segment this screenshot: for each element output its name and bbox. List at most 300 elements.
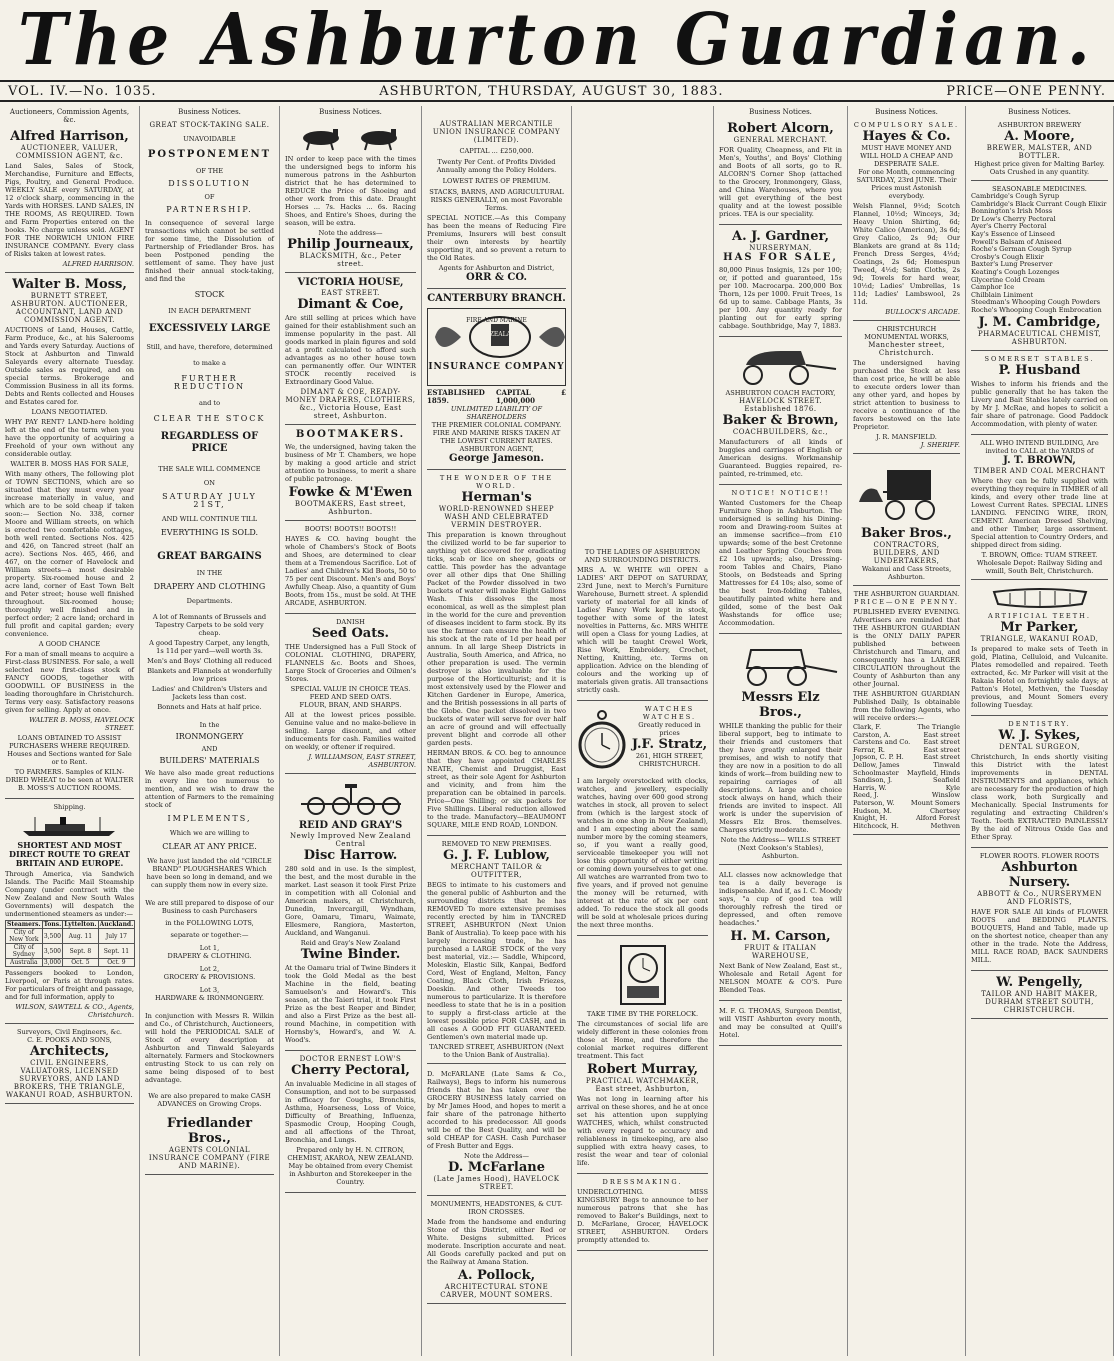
ad-subtitle: MUST HAVE MONEY AND WILL HOLD A CHEAP AND DESPERATE SALE. [860,144,953,168]
ad-body: Christchurch, In ends shortly visiting this District with the latest improvements in DENTAL INSTRUMENTS and appliances, which are necessary for the production of high class work, both Surgically and Mechanically. Special Instruments for regulating and extracting Children's Teeth. Teeth EXTRACTED PAINLESSLY By the aid of Nitrous Oxide Gas and Ether Spray. [971,752,1108,841]
ad-title: Robert Alcorn, [727,121,834,136]
ad-title: D. McFarlane [447,1160,546,1175]
ad-title: EXCESSIVELY LARGE [148,323,271,334]
ad-title: ORR & CO. [466,272,527,283]
ad-body: UNDERCLOTHING. MISS KINGSBURY Begs to announce to her numerous patrons that she has removed to Baker's Buildings, next to D. McFarlane, Grocer, HAVELOCK STREET, ASHBURTON. Orders promptly attended to. [577,1188,708,1244]
ad-line: FLOUR, BRAN, AND SHARPS. [299,701,402,709]
agent-name: Paterson, W. [853,798,895,807]
ad-title: POSTPONEMENT [147,149,272,160]
ad-body: The circumstances of social life are widely different in these colonies from those at Home, and therefore the colonial market requires different treatment. This fact [577,1020,708,1060]
schedule-header-cell: Steamers. [7,921,41,928]
ad-nursery [971,850,1108,971]
ad-line: HARDWARE & IRONMONGERY. [155,994,264,1002]
ad-baker-bros [853,456,960,586]
ad-title: H. M. Carson, [730,929,831,944]
ad-body: WHILE thanking the public for their liberal support, beg to intimate to their friends and customers that they have greatly enlarged their premises, and wish to notify that they are now in a position to do all kinds of work—from building new to repairing carriages of all descriptions. A large and choice stock always on hand, which their friends are invited to inspect. All work is under the supervision of Messrs Elz Bros. themselves. Charges strictly moderate. [719,722,842,834]
ad-line: SATURDAY JULY 21ST, [162,492,257,509]
ad-subtitle: 261, HIGH STREET, CHRISTCHURCH. [635,752,704,768]
ad-journeaux [285,119,416,273]
ad-heading: SOMERSET STABLES. [984,354,1095,363]
ad-title: George Jameson. [449,453,544,464]
ad-signature: J. R. MANSFIELD. [876,433,937,441]
column-4 [422,106,572,1356]
ad-line: DRAPERY & CLOTHING. [167,952,252,960]
steamship-illustration [15,815,125,837]
agent-name: Reed, J. [853,791,879,800]
ad-title: Fowke & M'Ewen [288,485,413,500]
ad-body: We, the undersigned, having taken the business of Mr T. Chambers, we hope by making a good article and strict attention to business, to merit a share of public patronage. [285,443,416,483]
table-row [6,929,135,944]
column-heading: Business Notices. [178,108,241,116]
ad-heading: VICTORIA HOUSE, [297,277,404,288]
agent-place: East street [923,730,960,739]
ad-line: separate or together:— [170,931,249,939]
list-item [853,823,960,831]
ad-line: AND WILL CONTINUE TILL [161,515,258,523]
ad-dimant [285,275,416,425]
ad-carson [719,867,842,1001]
ad-heading: BOOTS! BOOTS!! BOOTS!! [304,525,397,533]
schedule-cell: 3,500 [42,929,63,944]
ad-line: Twenty Per Cent. of Profits Divided Annually among the Policy Holders. [436,158,557,174]
list-item: Bonnington's Irish Moss [971,207,1053,216]
ad-parker-teeth [971,582,1108,716]
ad-title: Messrs Elz Bros., [741,690,820,720]
ad-subtitle: Greatly reduced in prices [638,721,701,737]
ad-white-art-depot [577,546,708,701]
ad-body: Highest price given for Malting Barley. Oats Crushed in any quantity. [974,160,1105,176]
steamer-schedule-table [5,920,135,967]
ad-stratz [577,703,708,936]
ad-line: DISSOLUTION [168,179,251,188]
issue-date: ASHBURTON, THURSDAY, AUGUST 30, 1883. [379,83,724,99]
ad-heading: REMOVED TO NEW PREMISES. [441,840,552,848]
ad-title: J. T. BROWN, [1003,454,1076,466]
ad-signature: T. BROWN, Office: TUAM STREET. Wholesale Depot: Railway Siding and wmill, South Belt, Christchurch. [976,550,1103,575]
ad-subtitle: TRIANGLE, WAKANUI ROAD, [980,634,1099,643]
ad-heading: CHRISTCHURCH MONUMENTAL WORKS, [864,325,949,341]
ad-line: LOWEST RATES OF PREMIUM. [442,177,551,185]
ad-heading: ALL WHO INTEND BUILDING, Are invited to CALL at the YARDS of [980,438,1099,455]
ad-title: A. Moore, [1004,129,1075,144]
ad-body: Wanted Customers for the Cheap Furniture Shop in Ashburton. The undersigned is selling his Dining-room and Drawing-room Suites at an immense sacrifice—from £10 upwards; some of the best Cretonne and Leather Spring Couches from £2 10s upwards; also, Dressing-room Tables and Chairs, Piano Stools, on Bedsteads and Spring Mattresses for £4 10s; also, some of the best Iron-folding Tables, beautifully painted white here and gilded, some of the best Oak Washstands for office use; Accommodation. [719,499,842,627]
agent-name: Sandison, J. [853,776,893,785]
agent-place: The Triangle [917,723,960,731]
agent-place: Mount Somers [910,798,960,807]
ad-heading: THE ASHBURTON GUARDIAN. [853,590,960,598]
ad-line: EVERYTHING IS SOLD. [160,528,259,537]
ad-body: Are still selling at prices which have gained for their establishment such an immense popularity in the past. All goods marked in plain figures and sold at a profit calculated to afford such advantages as no other house town can permanently offer. Our WINTER STOCK recently received is Extraordinary Good Value. [285,314,416,386]
ad-line: Note the address— [318,229,383,237]
ad-body: Wishes to inform his friends and the public generally that he has taken the Livery and Bait Stables lately carried on by Mr J. McRae, and hopes to solicit a fair share of patronage. Good Paddock Accommodation, with plenty of water. [971,379,1108,428]
list-item: Glycerine Cold Cream [971,275,1045,284]
ad-line: Departments. [186,597,233,605]
section-heading: Surveyors, Civil Engineers, &c. [17,1028,122,1036]
ad-body: Bonnets and Hats at half price. [157,703,262,711]
ad-heading: GREAT STOCK-TAKING SALE. [149,121,270,129]
ad-heading: BOOTMAKERS. [295,429,406,440]
column-3 [280,106,422,1356]
ad-line: PARTNERSHIP. [166,205,253,214]
column-7 [848,106,966,1356]
ad-title: Friedlander Bros., [166,1116,253,1146]
ad-title: REGARDLESS OF PRICE [160,431,259,454]
column-5 [572,106,714,1356]
column-6 [714,106,848,1356]
masthead [0,0,1114,82]
ad-body: PUBLISHED EVERY EVENING. Advertisers are reminded that THE ASHBURTON GUARDIAN is the ONLY DAILY PAPER published between Christchurch and Timaru, and consequently has a LARGER CIRCULATION throughout the County of Ashburton than any other Journal. [853,608,960,688]
ad-body: Prepared only by H. N. CITRON, CHEMIST, AKAROA, NEW ZEALAND. May be obtained from every Chemist in Ashburton and Storekeeper in the Country. [287,1146,414,1186]
column-2 [140,106,280,1356]
ad-line: ON [203,479,216,487]
ad-signature: ALFRED HARRISON. [62,260,134,268]
ad-body: 80,000 Pinus Insignis, 12s per 100; or, if potted and guaranteed, 15s per 100. Macrocarpa. 200,000 Box Thorn, 12s per 1000. Fruit Trees, 1s 6d up to same. Cabbage Plants, 3s per 100. Any quantity ready for planting out for early spring cabbage. Southbridge, May 7, 1883. [719,266,842,330]
medicines-list [971,193,1108,315]
ad-subtitle: BREWER, MALSTER, AND BOTTLER. [986,144,1093,160]
ad-heading: SEASONABLE MEDICINES. [992,185,1087,193]
ad-body: SPECIAL NOTICE.—As this Company has been the means of Reducing Fire Premiums, Insurers will best consult their own interests by heartily supporting it, and so prevent a return to the Old Rates. [427,214,566,262]
ad-body: HAYES & CO. having bought the whole of Chambers's Stock of Boots and Shoes, are determined to clear them at a Tremendous Sacrifice. Lot of Ladies' and Children's Kid Boots, 50 to 75 per cent Discount. Men's and Boys' Awfully Cheap. Also, a quantity of Gum Boots, from 15s., must be sold. At THE ARCADE, ASHBURTON. [285,535,416,607]
ad-heading: ASHBURTON BREWERY [997,121,1082,129]
list-item: Keating's Cough Lozenges [971,267,1060,276]
ad-line: UNAVOIDABLE [183,135,236,143]
crest-label: FIRE AND MARINE [466,317,527,324]
ad-title: A. J. Gardner, [732,229,829,244]
ad-subtitle: BURNETT STREET, ASHBURTON. AUCTIONEER, ACCOUNTANT, LAND AND COMMISSION AGENT. [10,292,128,324]
ad-lublow [427,838,566,1064]
ad-signature: DIMANT & COE, READY-MONEY DRAPERS, CLOTHIERS, &c., Victoria House, East street, Ashburton. [285,388,416,420]
column-heading: Business Notices. [1008,108,1071,116]
schedule-cell: Australia [6,959,43,967]
ad-line: SPECIAL VALUE IN CHOICE TEAS. [290,685,411,693]
insurance-established-row [427,389,566,405]
ad-mercantile-union [427,118,566,289]
ad-husband [971,353,1108,435]
ad-line: FEED AND SEED OATS. [309,693,392,701]
ad-heading: A GOOD CHANCE [38,640,101,648]
ad-signature: J. WILLIAMSON, EAST STREET, ASHBURTON. [308,753,416,769]
ad-subtitle: DENTAL SURGEON, [999,742,1080,751]
ad-subtitle: PHARMACEUTICAL CHEMIST, ASHBURTON. [977,329,1102,346]
list-item: Crosby's Cough Elixir [971,252,1044,261]
ad-heading: FLOWER ROOTS. FLOWER ROOTS [979,851,1100,860]
ad-moss [5,275,134,799]
agent-place: East street [923,738,960,747]
agent-place: East street [923,753,960,762]
ad-line: and to [198,399,221,407]
ad-title: Seed Oats. [311,626,390,641]
ad-body: We are still prepared to dispose of our Business to cash Purchasers [145,899,274,915]
agent-place: Seafield [933,776,960,785]
column-heading: Business Notices. [749,108,812,116]
ad-fowke [285,427,416,521]
stratz-header [577,705,708,775]
ad-title: Disc Harrow. [303,848,398,863]
ad-body: HERMAN BROS. & CO. beg to announce that they have appointed CHARLES NEATE, Chemist and Druggist, East street, as their sole Agent for Ashburton and vicinity, and from him the preparation can be obtained in parcels. Price—One Shilling; or six packets for Five Shillings. Liberal reduction allowed to the trade. Manufactory—BEAUMONT SQUARE, MILE END ROAD, LONDON. [427,749,566,829]
ad-gardner [719,227,842,337]
schedule-cell: July 17 [98,929,135,944]
agent-place: Methven [930,821,960,830]
schedule-header-cell: Tons. [43,921,62,928]
ad-body: I am largely overstocked with clocks, watches, and jewellery, especially watches, having over 600 good strong watches in stock, all proven to select from (which is the largest stock of watches in one shop in New Zealand), and I am expecting about the same number more by the coming steamers, so, if you want a really good, serviceable timekeeper you will not lose this opportunity of either writing or coming down yourselves to get one. All watches are warranted from two to five years, and if proved not genuine the money will be returned, with interest at the rate of six per cent added. To reduce the stock all goods will be sold at wholesale prices during the next three months. [577,777,708,929]
list-item: Baxter's Lung Preserver [971,260,1053,269]
ad-body: THE ASHBURTON GUARDIAN Published Daily, Is obtainable from the following Agents, who will receive orders:— [853,690,960,722]
ad-body: In consequence of several large transactions which cannot be settled for some time, the Dissolution of Partnership of Friedlander Bros. has been Postponed pending the settlement of same. They have just finished their annual stock-taking, and find the [145,219,274,283]
ad-heading: WATCHES WATCHES. [642,705,697,721]
ad-hayes-compulsory [853,119,960,321]
horses-illustration [291,125,411,151]
ad-subtitle: PRACTICAL WATCHMAKER, East street, Ashburton, [585,1077,700,1093]
ad-subtitle: BOOTMAKERS, East street, Ashburton. [294,500,407,516]
volume-number: VOL. IV.—No. 1035. [8,83,157,99]
schedule-cell: Aug. 11 [63,929,98,944]
ad-body: Men's and Boys' Clothing all reduced [147,657,272,665]
ad-body: FOR Quality, Cheapness, and Fit in Men's, Youths', and Boys' Clothing and Boots of all sorts, go to R. ALCORN'S Corner Shop (attached to the Grocery, Ironmongery, Glass, and China Warehouses, where you will get everything of the best quality and at the lowest possible prices. TEA is our speciality. [719,146,842,218]
ad-heading: ARTIFICIAL TEETH. [988,611,1091,620]
ad-monumental-works [853,323,960,454]
established-year: ESTABLISHED 1859. [427,388,485,405]
ad-heading: DRESSMAKING. [602,1178,683,1186]
ad-line: in the FOLLOWING LOTS, [165,919,254,927]
teeth-illustration [990,588,1090,608]
ad-brown-timber [971,437,1108,580]
ad-line: FIRE AND MARINE RISKS TAKEN AT THE LOWEST CURRENT RATES. [432,429,561,445]
ad-heading: TAKE TIME BY THE FORELOCK. [586,1010,699,1018]
ad-title: Twine Binder. [300,947,401,962]
ad-heading: MONUMENTS, HEADSTONES, & CUT-IRON CROSSES. [430,1200,563,1216]
ad-signature: Note the Address— WILLS STREET (Next Cookson's Stables), Ashburton. [720,836,841,860]
ad-heading: HAS FOR SALE, [723,252,838,263]
ad-subtitle: TAILOR AND HABIT MAKER, DURHAM STREET SOUTH, CHRISTCHURCH. [981,989,1098,1014]
ad-signature: BULLOCK'S ARCADE. [885,308,960,316]
ad-heading: REID AND GRAY'S [298,820,403,831]
ad-body: D. McFARLANE (Late Sams & Co., Railways), Begs to inform his numerous friends that he has taken over the GROCERY BUSINESS lately carried on by Mr James Hood, and hopes to merit a fair share of the patronage hitherto accorded to his predecessor. All goods will be of the Best Quality, and will be sold CHEAP for CASH. Cash Purchaser of Fresh Butter and Eggs. [427,1070,566,1150]
ad-body: Ladies' and Children's Ulsters and Jackets less than cost. [151,685,268,701]
ad-body: WHY PAY RENT? LAND-here holding left at the end of the term when you have the opportunity of acquiring a Freehold of your own without any considerable outlay. [5,418,134,458]
ad-furniture-notice [719,487,842,634]
ad-body: Blankets and Flannels at wonderfully low prices [147,667,272,683]
ad-body: MRS A. W. WHITE will OPEN a LADIES' ART DEPOT on SATURDAY, 23rd June, next to Merch's Furniture Warehouse, Burnett street. A splendid variety of material for all kinds of Ladies' Fancy Work kept in stock, together with some of the latest novelties in Patterns, &c. MRS WHITE will open a Class for young Ladies, at which will be taught Crewel Work, Rise Work, Embroidery, Crochet, Netting, Knitting, etc. Terms on application. Advice on the blending of colours and the working up of materials given gratis. All transactions strictly cash. [577,566,708,694]
ad-subtitle: ABBOTT & Co., NURSERYMEN AND FLORISTS, [977,889,1102,906]
ad-title: Mr Parker, [1000,619,1079,635]
column-heading: Auctioneers, Commission Agents, &c. [9,108,130,124]
ad-title: G. J. F. Lublow, [443,848,550,863]
list-item: Steedman's Whooping Cough Powders [971,298,1101,307]
agent-name: Hudson, M. [853,806,892,815]
ad-subtitle: COACHBUILDERS, &c., [732,428,829,436]
ad-body: For a man of small means to acquire a First-class BUSINESS. For sale, a well selected new first-class stock of FANCY GOODS, together with GOODWILL OF BUSINESS in the leading thoroughfare in Christchurch. Terms very easy. Satisfactory reasons given for selling. Apply at once. [5,650,134,714]
ad-hermans [427,472,566,836]
ad-line: Lot 1, [199,944,220,952]
list-item: Cambridge's Black Currant Cough Elixir [971,199,1107,208]
column-heading: Business Notices. [875,108,938,116]
ad-line: IMPLEMENTS, [167,814,252,823]
ad-line: to make a [193,359,226,367]
ad-subtitle: Newly Improved New Zealand Central [290,832,411,848]
ad-body: Manufacturers of all kinds of buggies and carriages of English or American designs. Workmanship Guaranteed. Buggies repaired, re-painted, re-trimmed, etc. [719,438,842,478]
list-item: Roche's German Cough Syrup [971,245,1072,254]
ad-pengelly [971,973,1108,1019]
ad-heading: THE WONDER OF THE WORLD. [439,474,554,490]
ad-moore-brewery [971,119,1108,181]
ad-subtitle: BLACKSMITH, &c., Peter street. [299,252,402,268]
ad-line: In the [199,721,220,729]
ad-title: Philip Journeaux, [287,237,414,252]
ad-subtitle: MERCHANT TAILOR & OUTFITTER, [450,863,543,879]
ad-heading: CANTERBURY BRANCH. [427,293,566,304]
ad-body: In conjunction with Messrs R. Wilkin and Co., of Christchurch, Auctioneers, will hold the PERIODICAL SALE of Stock of every description at Ashburton and Tinwald Saleyards alternately. Farmers and Stockowners entrusting Stock to us can rely on same being disposed of to best advantage. [145,1012,274,1084]
ad-sykes [971,718,1108,848]
ad-body: THE Undersigned has a Full Stock of COLONIAL CLOTHING, DRAPERY, FLANNELS &c. Boots and Shoes, Large Stock of Groceries and Oilmen's Stores. [285,643,416,683]
ad-elz [719,636,842,865]
ad-line: OF [204,193,215,201]
ad-line: OF THE [195,167,224,175]
stratz-heading [631,705,708,775]
list-item: Cambridge's Cough Syrup [971,192,1060,200]
column-8 [966,106,1114,1356]
ad-line: STACKS, BARNS, AND AGRICULTURAL RISKS GENERALLY, on most Favorable Terms. [429,188,564,212]
ad-signature: WALTER B. MOSS, HAVELOCK STREET. [29,716,134,732]
ad-subtitle: C. E. POOKS AND SONS, [27,1036,112,1044]
ad-body: All at the lowest prices possible. Genuine value and no make-believe in selling. Large discount, and other inducements for cash. Families waited on weekly, or oftener if required. [285,711,416,751]
ad-title: Walter B. Moss, [12,277,127,292]
ad-subtitle: AGENTS COLONIAL INSURANCE COMPANY (FIRE AND MARINE). [148,1146,271,1170]
list-item: Dr Low's Cherry Pectoral [971,214,1056,223]
ad-line: THE SALE WILL COMMENCE [158,465,261,473]
ad-mcfarlane [427,1066,566,1196]
issue-price: PRICE—ONE PENNY. [946,83,1106,99]
hearse-illustration [853,462,961,522]
crest-label: NEW ZEALAND [472,331,521,338]
schedule-cell: Sept. 8 [63,944,98,959]
ad-harrison [5,127,134,273]
ad-body: At the Oamaru trial of Twine Binders it took the Gold Medal as the best Machine in the field, beating Samuelson's and Howard's. This season, at the Taieri trial, it took First Prize as the best Reaper and Binder, and also a First Prize as the best all-round Machine, in competition with Hornsby's, Howard's, and W. A. Wood's. [285,964,416,1044]
ad-subtitle: Wakanui and Cass Streets, Ashburton. [861,565,952,581]
ad-line: Still, and have, therefore, determined [146,343,273,351]
ad-line: IRONMONGERY [175,732,244,741]
insurance-crest [427,308,566,386]
ad-title: J.F. Stratz, [631,737,708,752]
ad-line: DRAPERY AND CLOTHING [153,582,266,591]
schedule-header-cell: Lyttelton. [64,921,97,928]
ad-line: Lot 3, [199,986,220,994]
ad-title: Architects, [29,1044,110,1059]
ad-title: W. J. Sykes, [998,727,1081,743]
schedule-header-cell: Auckland. [99,921,134,928]
ad-line: AND [201,745,218,753]
ad-body: Made from the handsome and enduring Stone of this District, either Red or White. Designs submitted. Prices moderate. Inscription accurate and neat. All Goods carefully packed and put on the Railway at Amana Station. [427,1218,566,1266]
ad-heading: WALTER B. MOSS HAS FOR SALE, [10,460,129,468]
ad-baker-brown [719,339,842,485]
ad-thomas-dentist [719,1003,842,1046]
ad-line: IN THE [196,569,223,577]
ad-title: W. Pengelly, [996,974,1083,990]
ad-title: Ashburton Nursery. [1001,859,1078,890]
agent-place: Tinwald [933,760,960,769]
ad-subtitle: Manchester street, Christchurch. [868,341,945,357]
ad-body: Next Bank of New Zealand, East st., Wholesale and Retail Agent for NELSON MOATE & CO'S. Pure Blended Teas. [719,962,842,994]
ad-signature: J. SHERIFF. [920,441,960,449]
ad-hayes-boots [285,523,416,614]
ad-title: Alfred Harrison, [10,129,129,144]
ad-body: Passengers booked to London, Liverpool, or Paris at through rates. For particulars of freight and passage, and for full information, apply to [5,969,134,1001]
ad-subtitle: (Late James Hood), HAVELOCK STREET. [433,1175,560,1191]
ad-body: Land Sales, Sales of Stock, Merchandise, Furniture and Effects, Pigs, Poultry, and General Produce. WEEKLY SALE every SATURDAY, at 12 o'clock sharp, commencing in the Yards with HORSES. LAND SALES, IN THE ROOMS, AS REQUIRED. Town and Farm Properties entered on the books. No charge unless sold. AGENT FOR THE NORWICH UNION FIRE INSURANCE COMPANY. Every class of Risks taken at lowest rates. [5,162,134,258]
capital-amount: CAPITAL £ 1,000,000 [495,388,566,405]
ad-heading: DOCTOR ERNEST LOW'S [299,1055,402,1063]
schedule-cell: City of New York [6,929,43,944]
ad-heading: LOANS NEGOTIATED. [31,408,108,416]
ad-body: Welsh Flannel, 9½d; Scotch Flannel, 10½d; Winceys, 3d; Heavy Union Shirting, 6d; White Calico (American), 3s 6d; Grey Calico, 2s 9d; Our Blankets are grand at 8s 11d; French Dress Serges, 4½d; Coatings, 2s 6d; Homespun Tweed, 4½d; Satin Cloths, 2s 9d; Towels for hard wear, 10½d; Ladies' Umbrellas, 1s 11d; Ladies' Lambswool, 2s 11d. [853,202,960,306]
agent-name: Jopson, C. P. H. [853,753,904,762]
agent-name: Carstens and Co. [853,738,911,747]
ad-line: UNLIMITED LIABILITY OF SHAREHOLDERS [450,405,543,421]
ad-heading: AUSTRALIAN MERCANTILE UNION INSURANCE COMPANY (LIMITED). [432,120,561,144]
ad-body: This preparation is known throughout the civilized world to be far superior to anything yet discovered for eradicating ticks, scab or lice on sheep, goats or cattle. This powder has the advantage over all other dips that One Shilling Packet of the Powder dissolved in two buckets of water will make Eight Gallons Wash. This dissolves the most economical, as well as the simplest plan in the world for the cure and prevention of diseases incident to farm stock. By its use the farmer can ensure the health of his stock at the rate of 1d per head per annum. In all large Sheep Districts in Australia, South America, and Africa, no other preparation is used. The vermin destroyer is also invaluable for the purpose of the Horticulturist; and it is most extensively used by the Flower and Kitchen Gardener in Europe, America, and the British possessions in all parts of the Globe. One packet dissolved in two buckets of water will serve for over half an acre of ground and will effectually prevent blight and corrode all other garden pests. [427,531,566,747]
harrow-illustration [291,782,411,816]
ad-murray [577,938,708,1174]
ad-signature: TANCRED STREET, ASHBURTON (Next to the Union Bank of Australia). [429,1043,564,1059]
agent-place: Winslow [931,791,960,800]
agent-place: East street [923,745,960,754]
column-heading: Business Notices. [319,108,382,116]
ad-title: Baker & Brown, [722,413,839,428]
ad-heading: TO THE LADIES OF ASHBURTON AND SURROUNDING DISTRICTS. [584,548,701,564]
ad-body: We have also made great reductions in every line too numerous to mention, and we wish to draw the attention of Farmers to the remaining stock of [145,769,274,809]
ad-guardian [853,588,960,835]
ad-body: TO FARMERS. Samples of KILN-DRIED WHEAT to be seen at WALTER B. MOSS'S AUCTION ROOMS. [5,768,134,792]
schedule-cell: Oct. 5 [63,959,98,967]
ad-alcorn [719,119,842,225]
ad-body: An invaluable Medicine in all stages of Consumption, and not to be surpassed in efficacy for Coughs, Bronchitis, Asthma, Hoarseness, Loss of Voice, Difficulty of Breathing, Influenza, Spasmodic Croup, Hooping Cough, and all affections of the Throat, Bronchia, and Lungs. [285,1080,416,1144]
schedule-cell: 3,000 [43,959,61,966]
ad-line: Note the Address— [464,1152,529,1160]
agent-place: Kyle [945,783,960,792]
ad-subtitle: NURSERYMAN, [749,244,812,252]
newspaper-title: The Ashburton Guardian. [18,0,1096,82]
ad-body: We are also prepared to make CASH ADVANCES on Growing Crops. [148,1092,271,1108]
ad-body: AUCTIONS of Land, Houses, Cattle, Farm Produce, &c., at his Salerooms and Yards every Saturday. Auctions of Stock at Ashburton and Tinwald Saleyards every alternate Tuesday. Outside sales as required, and on special terms. Brokerage and Commission Business in all its forms. Debts and Rents collected and Houses and Estates cared for. [5,326,134,406]
ad-line: THE PREMIER COLONIAL COMPANY. [431,421,562,429]
ad-seed-oats [285,616,416,774]
ad-heading: DENTISTRY. [1008,719,1071,728]
ad-line: BUILDERS' MATERIALS [159,756,260,765]
ad-body: 280 sold and in use. Is the simplest, the best, and the most durable in the market. Last season it took First Prize in competition with all Colonial and American makers, at Christchurch, Dunedin, Invercargill, Wyndham, Gore, Oamaru, Timaru, Waimate, Ellesmere, Rangiora, Masterton, Auckland, and Wanganui. [285,865,416,937]
ad-line: Lot 2, [199,965,220,973]
ad-title: P. Husband [998,362,1081,378]
list-item: Ayer's Cherry Pectoral [971,222,1047,231]
schedule-cell: Sept. 11 [98,944,135,959]
ad-line: CLEAR AT ANY PRICE. [162,842,257,851]
ad-subtitle: WORLD-RENOWNED SHEEP WASH AND CELEBRATED VERMIN DESTROYER. [438,505,555,529]
ad-title: Cherry Pectoral, [291,1063,410,1078]
agent-name: Knight, H. [853,814,888,823]
ad-body: For one Month, commencing SATURDAY, 23rd JUNE. Their Prices must Astonish everybody. [856,168,957,200]
agent-place: Mayfield, Hinds [907,768,960,777]
ad-body: BEGS to intimate to his customers and the general public of Ashburton and the surrounding districts that he has REMOVED To more extensive premises recently erected by him in TANCRED STREET, ASHBURTON (Next Union Bank of Australia). To keep pace with his largely increasing trade, he has purchased a LARGE STOCK of the very best material, viz.:— Saddle, Whipcord, Moleskin, Elastic Silk, Kanpai, Bedford Cord, West of England, Melton, Fancy Coating, Black Cloth, Irish Friezes, Doeskin. And other Tweeds too numerous to particularize. It is therefore needless to state that he is in a position to supply a first-class article at the lowest possible price FOR CASH, and in all cases A GOOD FIT GUARANTEED. Gentlemen's own material made up. [427,881,566,1041]
ad-body: HAVE FOR SALE All kinds of FLOWER ROOTS and BEDDING PLANTS. BOUQUETS, Hand and Table, made up on the shortest notice, cheaper than any other in the trade. Note the Address, MILL RACE ROAD, BACK SAUNDERS MILL. [971,907,1108,964]
ad-line: CLEAR THE STOCK [153,414,266,423]
ad-title: A. Pollock, [457,1268,536,1283]
ad-body: Where they can be fully supplied with everything they require in TIMBER of all kinds, and every other trade line at Lowest Current Rates. SPECIAL LINES LANDING. FENCING WIRE, IRON, CEMENT. American Dressed Shelving, and other Timber, large assortment. Special attention to Country Orders, and shipped direct from siding. [971,476,1108,549]
ad-reid-gray [285,776,416,1051]
ad-heading: NOTICE! NOTICE!! [731,489,830,497]
ad-line: Agents for Ashburton and District, [438,264,555,272]
table-row [6,944,135,959]
ad-subtitle: AUCTIONEER, VALUER, COMMISSION AGENT, &c. [15,144,124,160]
agent-name: Hitchcock, H. [853,821,899,830]
agent-name: Schoolmaster [853,768,899,777]
